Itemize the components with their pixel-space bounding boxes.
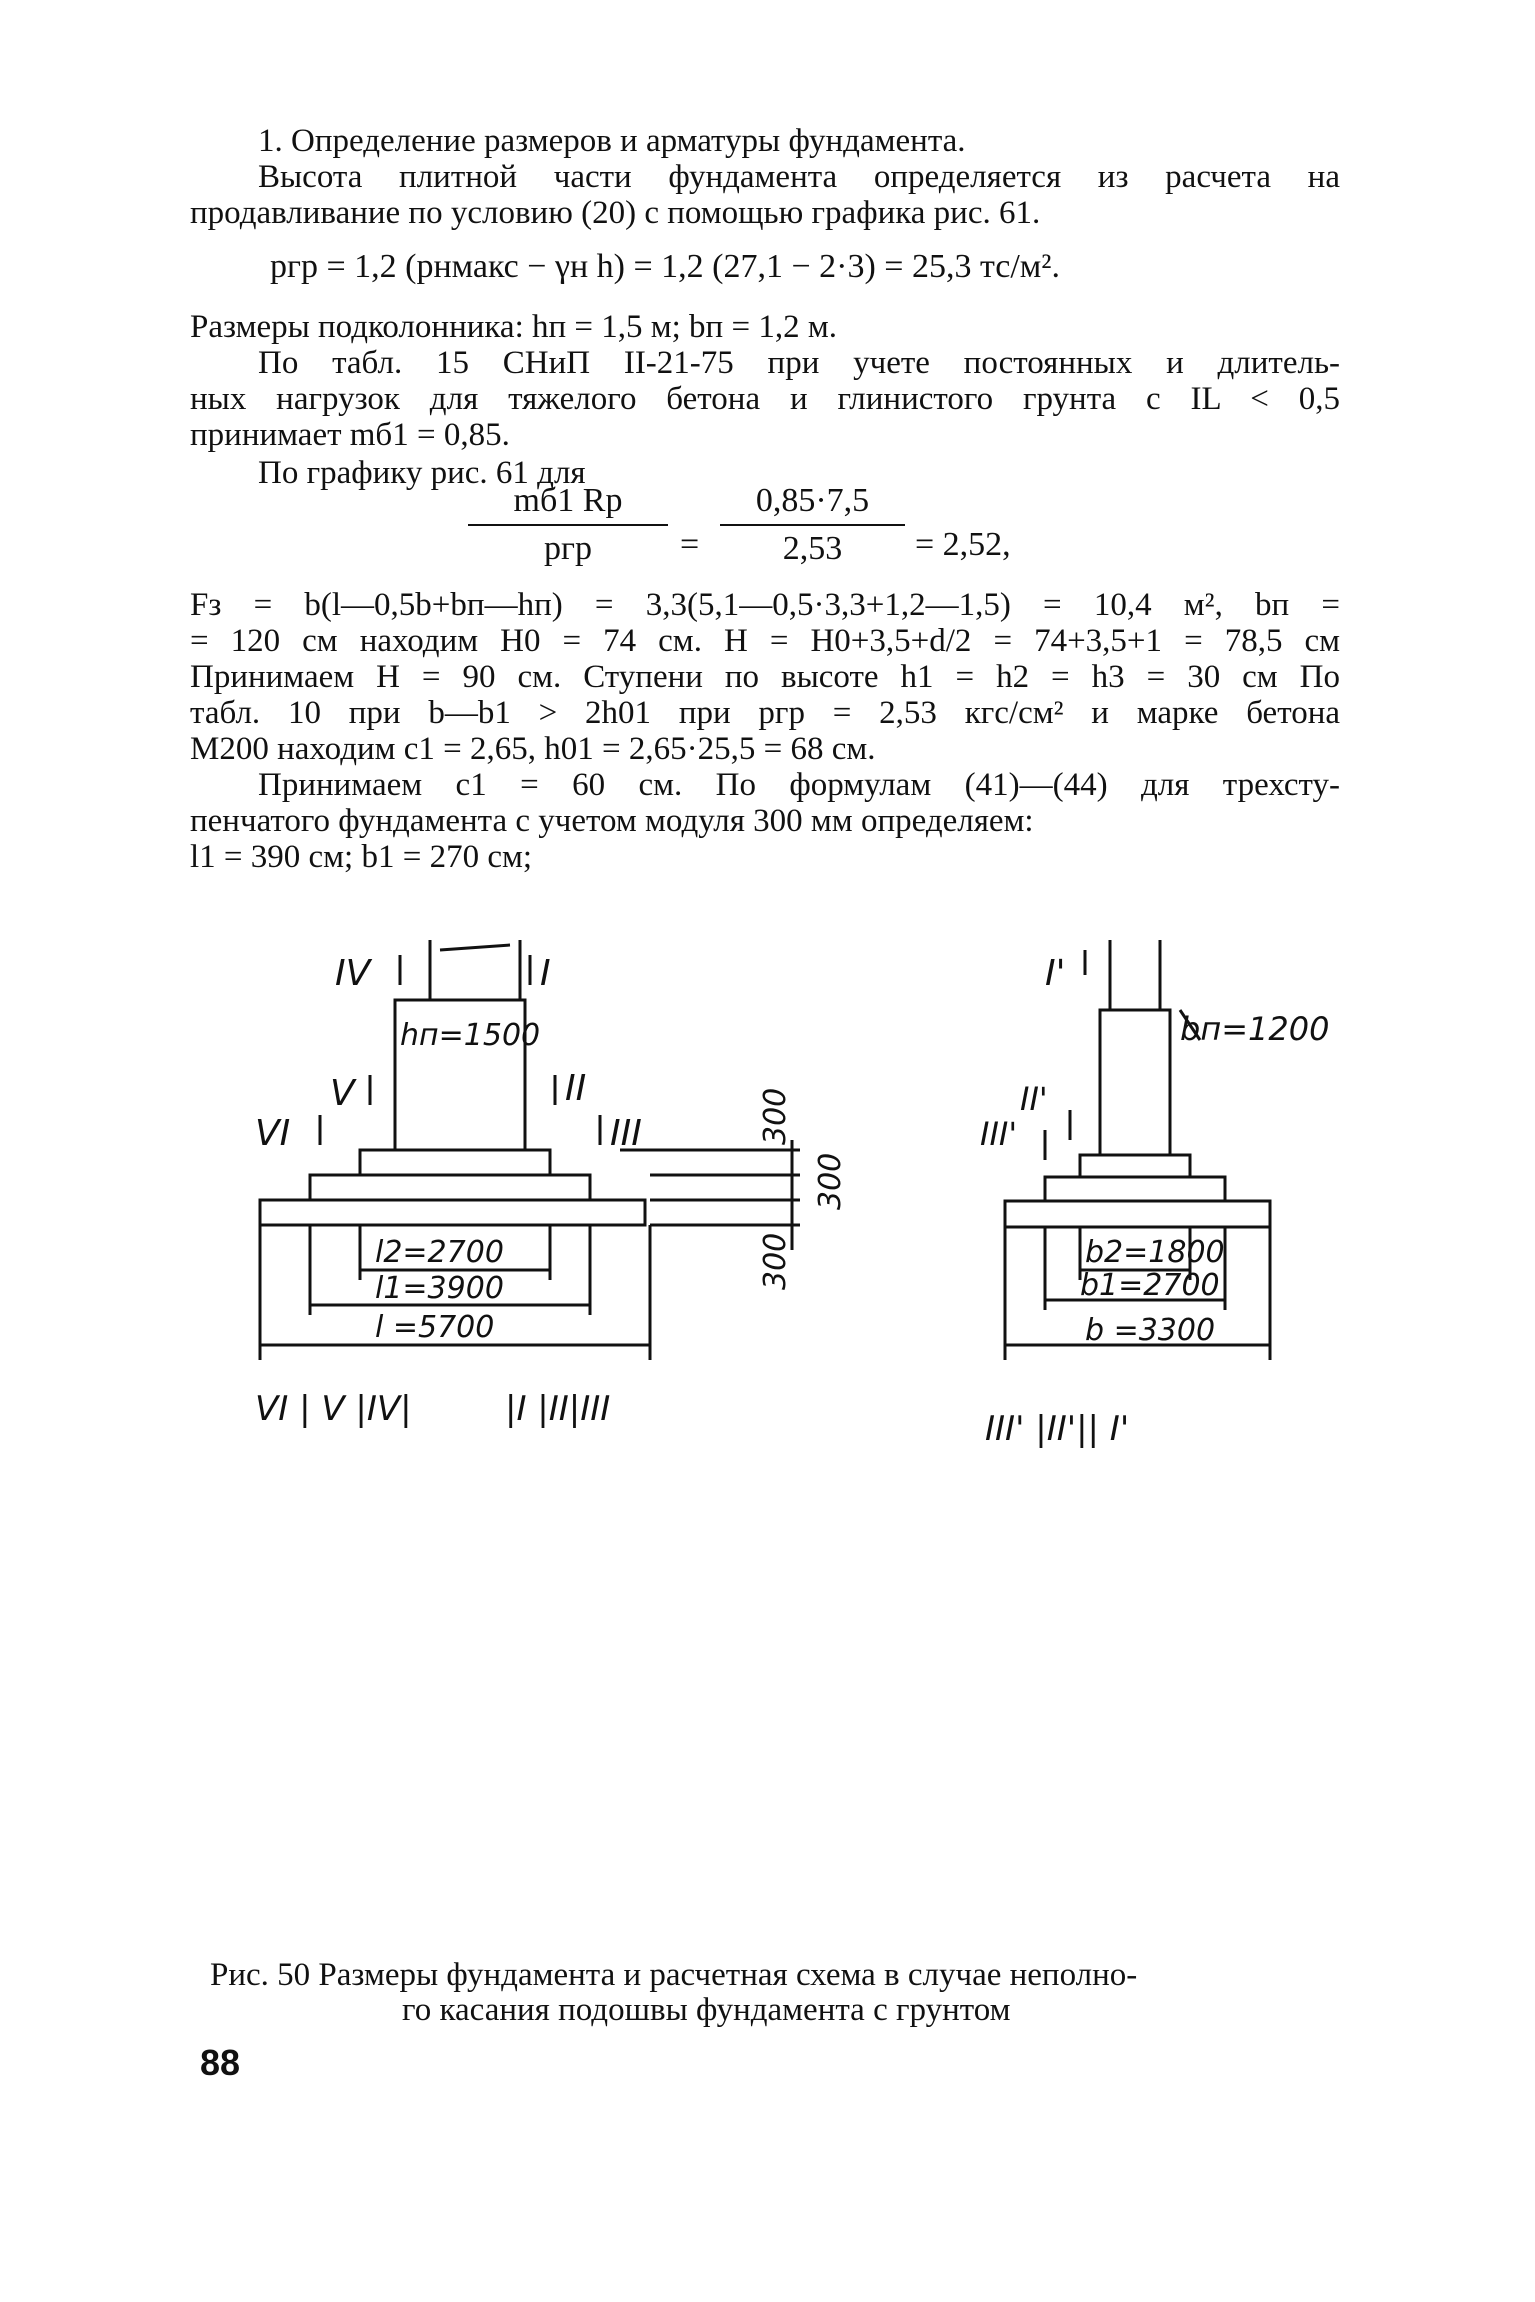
label-section-i-prime: I' (1045, 953, 1066, 994)
label-section-ii-prime: II' (1020, 1080, 1048, 1118)
label-section-v: V (330, 1073, 355, 1114)
paragraph-line: принимает mб1 = 0,85. (190, 417, 510, 453)
label-section-iii-prime: III' (980, 1115, 1018, 1153)
label-section-iii: III (610, 1113, 642, 1154)
label-b2: b2=1800 (1085, 1235, 1225, 1270)
paragraph-line: табл. 10 при b—b1 > 2h01 при pгр = 2,53 кгс/см² и марке бетона (190, 695, 1340, 731)
paragraph-line: продавливание по условию (20) с помощью графика рис. 61. (190, 195, 1041, 231)
paragraph-line: пенчатого фундамента с учетом модуля 300 мм определяем: (190, 803, 1034, 839)
figure-caption-line1: Рис. 50 Размеры фундамента и расчетная схема в случае неполно- (210, 1957, 1138, 1993)
label-l1: l1=3900 (375, 1271, 504, 1306)
label-section-vi: VI (255, 1113, 291, 1154)
label-bn: bп=1200 (1180, 1010, 1330, 1048)
fraction-numerator: mб1 Rр (513, 482, 623, 519)
label-bottom-side-sections: III' |II'|| I' (985, 1409, 1130, 1449)
label-dim-300: 300 (758, 1232, 793, 1290)
label-bottom-left-sections: VI | V |IV| (255, 1389, 412, 1429)
paragraph-line: ных нагрузок для тяжелого бетона и глинистого грунта с IL < 0,5 (190, 381, 1340, 417)
equals-sign: = (680, 526, 700, 563)
paragraph-line: М200 находим c1 = 2,65, h01 = 2,65·25,5 = 68 см. (190, 731, 876, 767)
fraction-denominator: pгр (544, 530, 592, 567)
label-section-i: I (540, 953, 551, 994)
section-heading: 1. Определение размеров и арматуры фундамента. (258, 123, 966, 159)
label-dim-300: 300 (813, 1152, 848, 1210)
label-bottom-right-sections: |I |II|III (505, 1389, 611, 1429)
label-hn: hп=1500 (400, 1018, 541, 1053)
paragraph-line: Принимаем c1 = 60 см. По формулам (41)—(44) для трехсту- (258, 767, 1340, 803)
label-b1: b1=2700 (1080, 1268, 1220, 1303)
label-l: l =5700 (375, 1310, 495, 1345)
fraction-denominator: 2,53 (782, 530, 843, 567)
paragraph-line: Принимаем H = 90 см. Ступени по высоте h1 = h2 = h3 = 30 см По (190, 659, 1340, 695)
label-b: b =3300 (1085, 1313, 1216, 1348)
paragraph-line: l1 = 390 см; b1 = 270 см; (190, 839, 533, 875)
paragraph-line: = 120 см находим H0 = 74 см. H = H0+3,5+d/2 = 74+3,5+1 = 78,5 см (190, 623, 1340, 659)
label-dim-300: 300 (758, 1087, 793, 1145)
paragraph-line: По графику рис. 61 для (258, 455, 586, 491)
fraction-numerator: 0,85·7,5 (755, 482, 870, 519)
paragraph-line: Fз = b(l—0,5b+bп—hп) = 3,3(5,1—0,5·3,3+1,2—1,5) = 10,4 м², bп = (190, 587, 1340, 623)
label-section-ii: II (565, 1068, 587, 1109)
label-l2: l2=2700 (375, 1235, 504, 1270)
label-section-iv: IV (335, 953, 371, 994)
figure-caption-line2: го касания подошвы фундамента с грунтом (402, 1992, 1011, 2028)
formula-pgr: pгр = 1,2 (pнмакс − γн h) = 1,2 (27,1 − 2·3) = 25,3 тс/м². (270, 248, 1061, 285)
fraction-result: = 2,52, (915, 526, 1011, 563)
page-number: 88 (200, 2042, 241, 2083)
paragraph-line: Высота плитной части фундамента определяется из расчета на (258, 159, 1340, 195)
paragraph-line: Размеры подколонника: hп = 1,5 м; bп = 1,2 м. (190, 309, 837, 345)
paragraph-line: По табл. 15 СНиП II-21-75 при учете постоянных и длитель- (258, 345, 1340, 381)
